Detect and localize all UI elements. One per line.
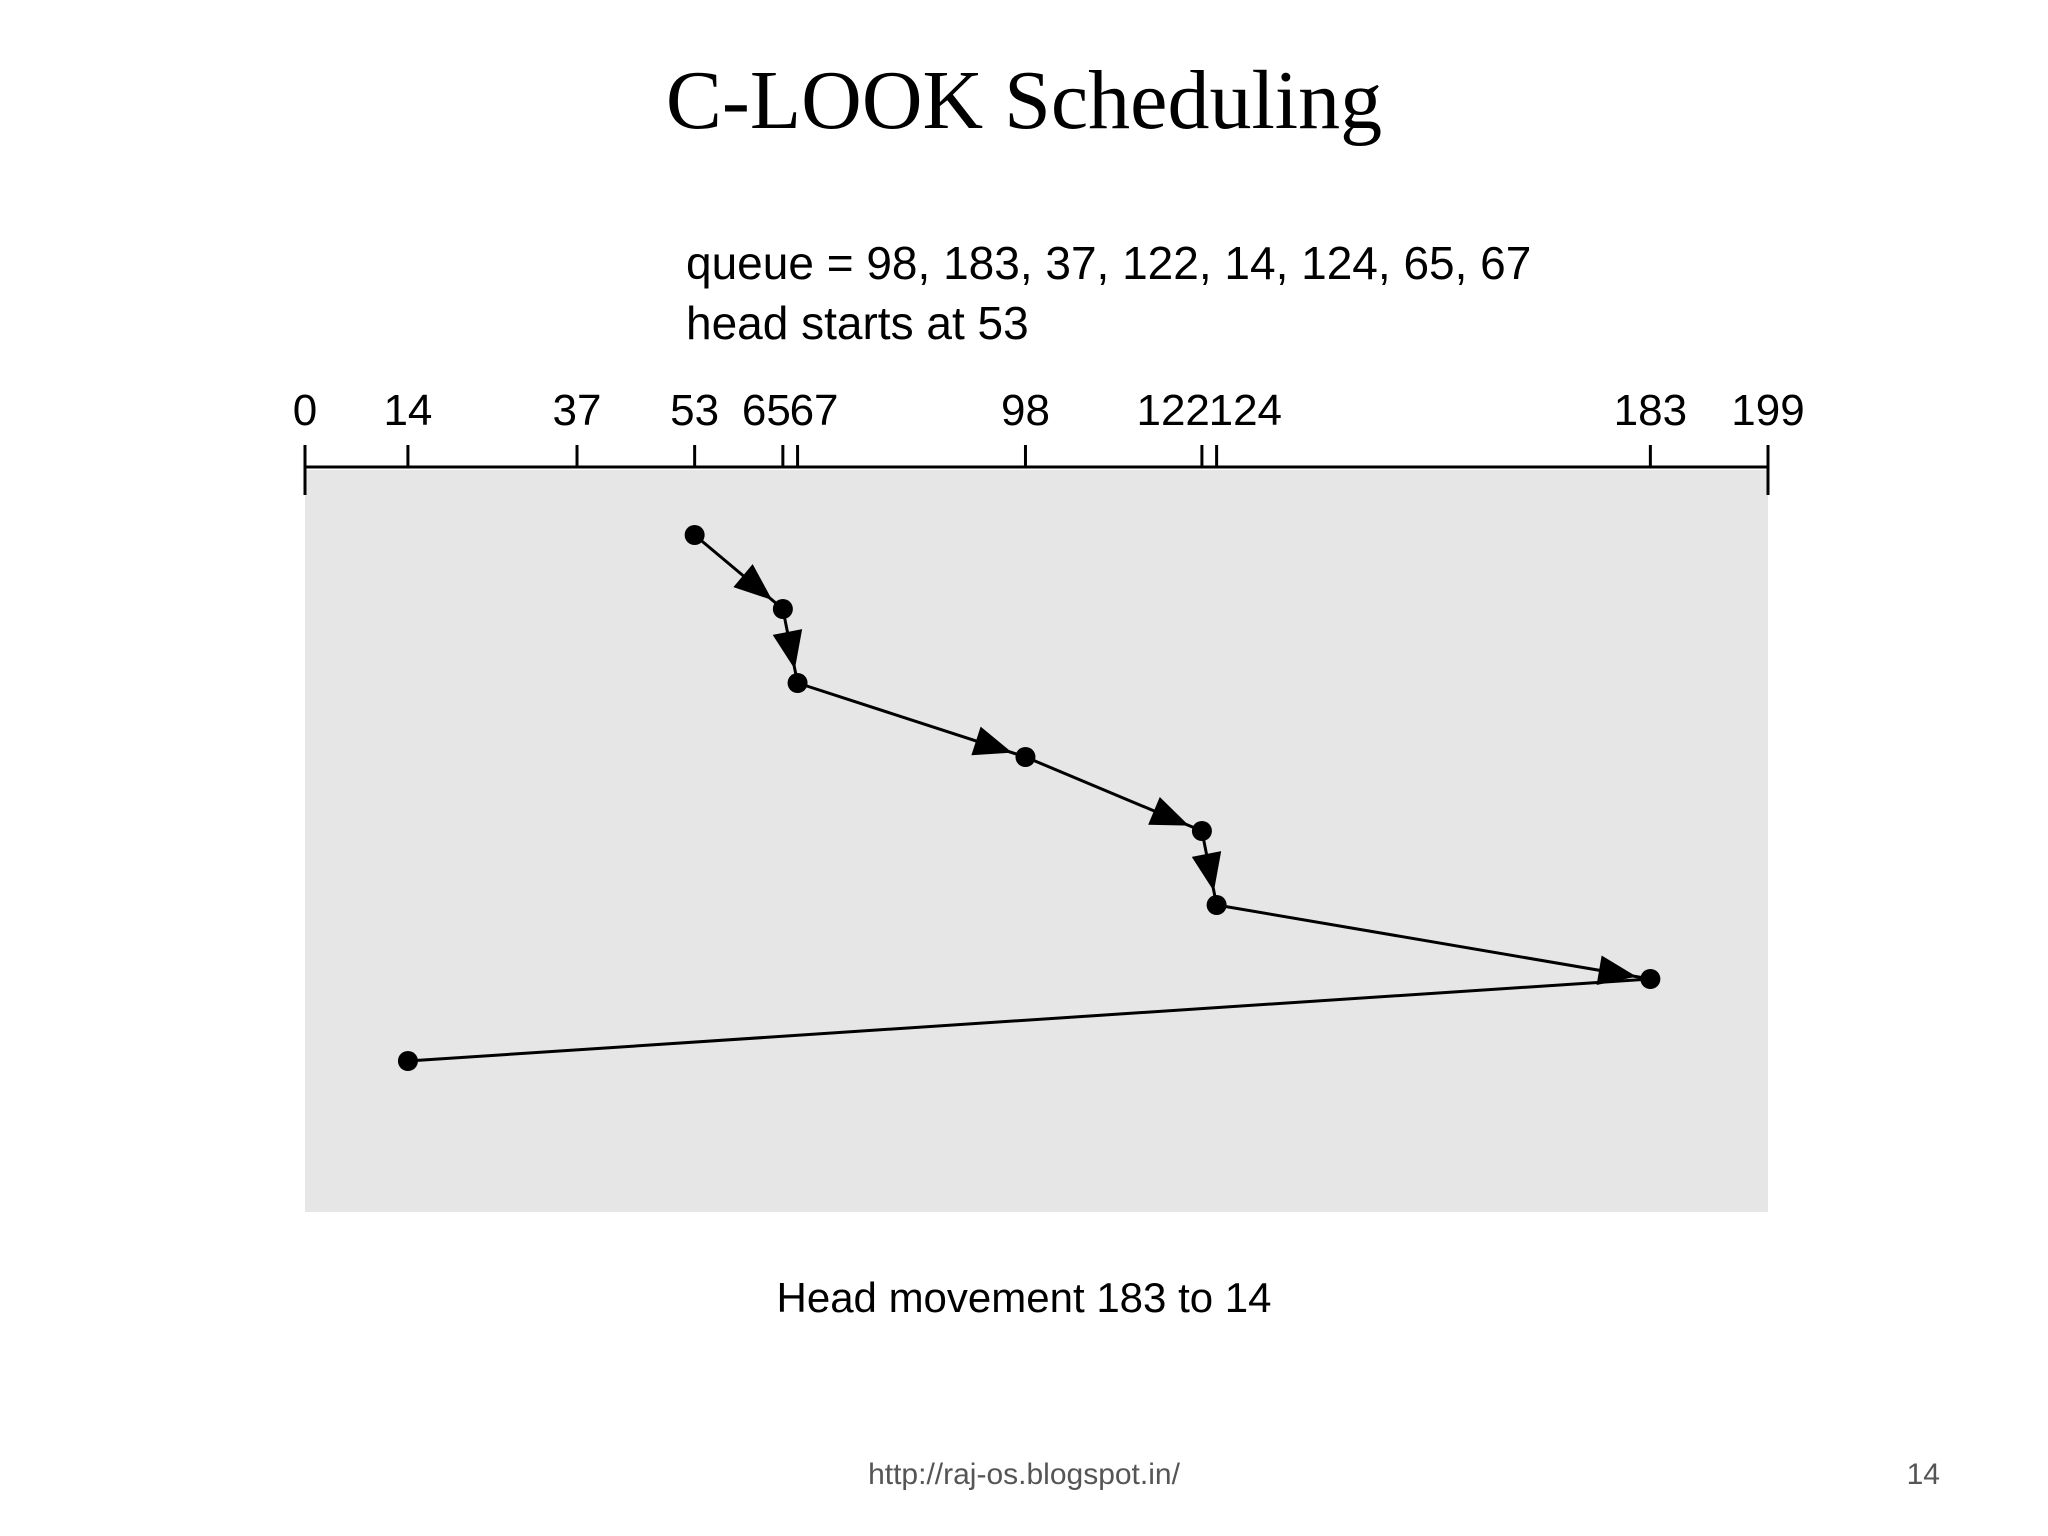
axis-tick-label-199: 199 <box>1731 386 1805 435</box>
slide-title: C-LOOK Scheduling <box>665 54 1383 147</box>
cylinder-panel <box>305 470 1768 1212</box>
request-point-67 <box>788 673 808 693</box>
request-point-183 <box>1640 969 1660 989</box>
request-point-124 <box>1207 895 1227 915</box>
request-point-122 <box>1192 821 1212 841</box>
request-point-65 <box>773 599 793 619</box>
queue-text: queue = 98, 183, 37, 122, 14, 124, 65, 67 <box>686 237 1532 289</box>
axis-tick-label-37: 37 <box>552 386 602 435</box>
axis-tick-label-0: 0 <box>292 386 318 435</box>
axis-tick-label-14: 14 <box>383 386 433 435</box>
axis-tick-label-124: 124 <box>1208 386 1283 435</box>
footer-url[interactable]: http://raj-os.blogspot.in/ <box>868 1458 1180 1491</box>
axis-tick-label-53: 53 <box>670 386 720 435</box>
page-number: 14 <box>1906 1458 1940 1491</box>
request-point-14 <box>398 1051 418 1071</box>
axis-tick-label-65: 65 <box>741 386 791 435</box>
axis-tick-label-122: 122 <box>1136 386 1210 435</box>
axis-tick-label-67: 67 <box>789 386 839 435</box>
caption: Head movement 183 to 14 <box>776 1274 1272 1321</box>
request-point-98 <box>1015 747 1035 767</box>
request-point-53 <box>685 525 705 545</box>
head-start-text: head starts at 53 <box>686 297 1029 349</box>
axis-tick-label-98: 98 <box>1000 386 1050 435</box>
axis-tick-label-183: 183 <box>1613 386 1688 435</box>
